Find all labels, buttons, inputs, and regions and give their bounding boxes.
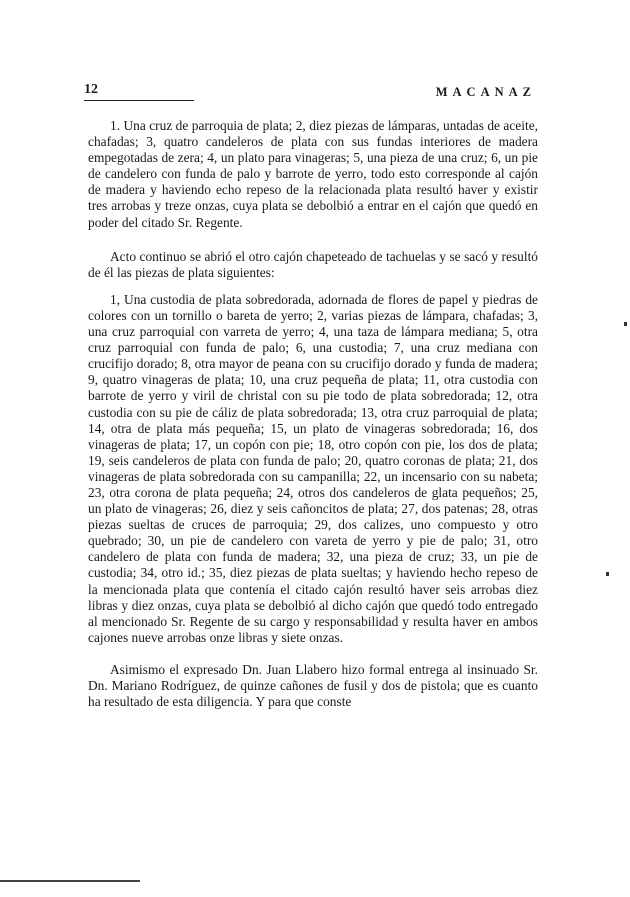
page-header	[84, 82, 536, 108]
scan-edge-line	[0, 880, 140, 882]
body-text	[88, 118, 538, 710]
page-number: 12	[84, 82, 98, 97]
scan-speck	[606, 572, 609, 576]
header-underline	[84, 100, 194, 101]
scan-speck	[624, 322, 627, 326]
paragraph-inventory-second-chest: 1, Una custodia de plata sobredorada, adornada de flores de papel y piedras de colores con un tornillo o bareta de yerro; 2, varias piezas de lámpara, chafadas; 3, una cruz parroquial con varreta de yerro; 4, una taza de lámpara mediana; 5, otra cruz parroquial con funda de palo; 6, una custodia; 7, una cruz mediana con crucifijo dorado; 8, otra mayor de peana con su crucifijo dorado y funda de madera; 9, quatro vinageras de plata; 10, una cruz pequeña de plata; 11, otra custodia con barrote de yerro y viril de christal con su pie todo de plata sobredorada; 12, otra custodia con su pie de cáliz de plata sobredorada; 13, otra cruz parroquial de plata; 14, otra de plata más pequeña; 15, un plato de vinageras sobredorada; 16, dos vinageras de plata; 17, un copón con pie; 18, otro copón con pie, los dos de plata; 19, seis candeleros de plata con funda de palo; 20, quatro coronas de plata; 21, dos vinageras de plata sobredorada con su campanilla; 22, un incensario con su nabeta; 23, otra corona de plata pequeña; 24, otros dos candeleros de glata pequeños; 25, un plato de vinageras; 26, diez y seis cañoncitos de plata; 27, dos patenas; 28, otras piezas sueltas de cruces de parroquia; 29, dos calizes, uno compuesto y otro quebrado; 30, un pie de candelero con vareta de yerro y pie de palo; 31, otro candelero de plata con funda de madera; 32, una pieza de cruz; 33, un pie de custodia; 34, otro id.; 35, diez piezas de plata sueltas; y haviendo hecho repeso de la mencionada plata que contenía el citado cajón resultó haver seis arrobas diez libras y diez onzas, cuya plata se debolbió al dicho cajón que quedó todo entregado al mencionado Sr. Regente de su cargo y responsabilidad y resulta haver en ambos cajones nueve arrobas onze libras y siete onzas.	[88, 291, 538, 645]
paragraph-second-chest-intro: Acto continuo se abrió el otro cajón chapeteado de tachuelas y se sacó y resultó de él las piezas de plata siguientes:	[88, 248, 538, 280]
paragraph-firearms-delivery: Asimismo el expresado Dn. Juan Llabero hizo formal entrega al insinuado Sr. Dn. Mariano Rodríguez, de quinze cañones de fusil y dos de pistola; que es cuanto ha resultado de esta diligencia. Y para que conste	[88, 661, 538, 710]
running-head: MACANAZ	[435, 85, 536, 99]
paragraph-inventory-first-chest: 1. Una cruz de parroquia de plata; 2, diez piezas de lámparas, untadas de aceite, chafadas; 3, quatro candeleros de plata con sus fundas interiores de madera empegotadas de zera; 4, un plato para vinageras; 5, una pieza de una cruz; 6, un pie de candelero con funda de palo y barrote de yerro, todo esto corresponde al cajón de madera y haviendo echo repeso de la relacionada plata resultó haver y existir tres arrobas y treze onzas, cuya plata se debolbió a entrar en el cajón que quedó en poder del citado Sr. Regente.	[88, 118, 538, 230]
